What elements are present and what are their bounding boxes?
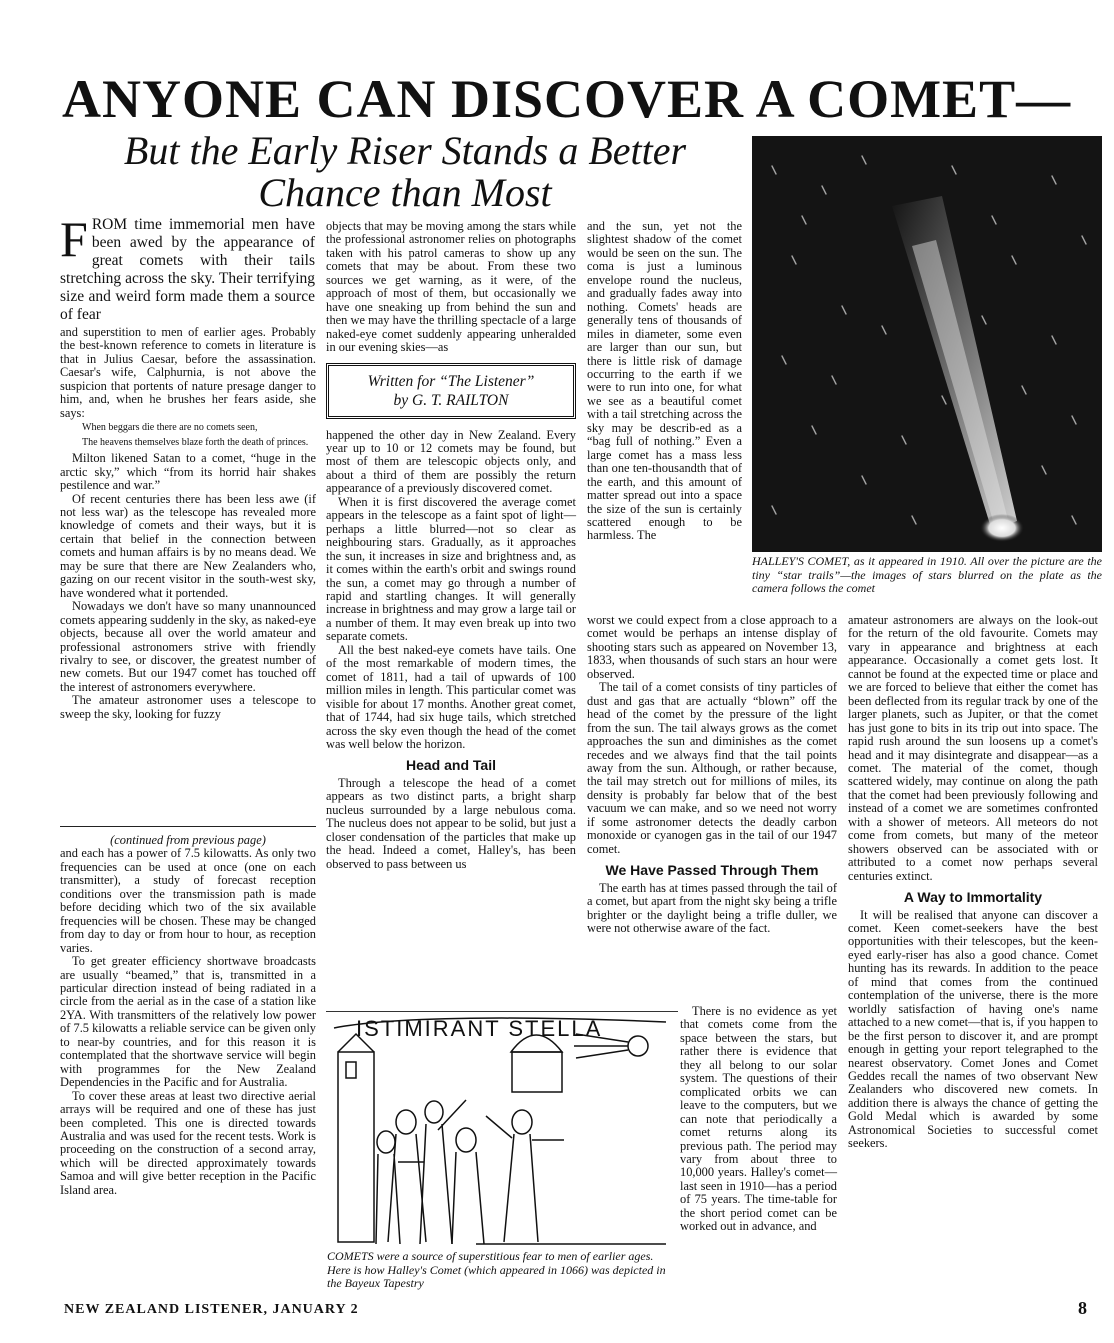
- tapestry-inscription: ISTIMIRANT STELLA: [356, 1016, 603, 1041]
- byline-box: [326, 363, 576, 419]
- quote-verse-2: The heavens themselves blaze forth the death of princes.: [82, 437, 309, 449]
- tapestry-drawing: [326, 1012, 678, 1249]
- halleys-comet-photo: [752, 136, 1102, 552]
- column-3-top: [587, 220, 742, 543]
- subhead-line-2: Chance than Most: [258, 170, 552, 215]
- column-3-lower: [680, 1005, 837, 1234]
- intro-paragraph: [60, 211, 315, 324]
- drop-cap: F: [60, 211, 88, 267]
- photo-caption: HALLEY'S COMET, as it appeared in 1910. All over the picture are the tiny “star trails”—the images of stars blurred on the plate as the camera follows the comet: [752, 554, 1102, 595]
- column-divider-rule: [60, 826, 316, 827]
- col3-para-3: The tail of a comet consists of tiny particles of dust and gas that are actually “blown” off the head of the comet by the pressure of the light from the sun. The tail always grows as the comet approaches the sun and diminishes as the comet recedes and we always find that the tail points away from the sun. Although, or rather because, the tail may stretch out for millions of miles, its density is probably far below that of the best vacuum we can make, and so we need not worry if some astronomer detects the deadly carbon monoxide or cyanogen gas in the tail of our 1947 comet.: [587, 680, 837, 856]
- byline-credit: Written for “The Listener”: [367, 372, 535, 390]
- quote-verse-1: When beggars die there are no comets seen,: [82, 422, 258, 434]
- col2-para-4: All the best naked-eye comets have tails. One of the most remarkable of modern times, the comet of 1811, had a tail of upwards of 100 million miles in length. This particular comet was visible for about 17 months. Another great comet, that of 1744, had six huge tails, which stretched across the sky even though the head of the comet was well below the horizon.: [326, 642, 576, 751]
- column-3: [587, 614, 837, 935]
- continued-label: (continued from previous page): [110, 833, 266, 847]
- continued-para-3: To cover these areas at least two directive aerial arrays will be required and one of these has just been completed. This one is directed towards Australia and was used for the recent tests. Work is proceeding on the construction of a second array, which will be directed approximately towards Samoa and will give better reception in the Pacific Island area.: [60, 1088, 316, 1197]
- heading-head-and-tail: Head and Tail: [406, 757, 496, 774]
- col3-para-4: The earth has at times passed through the tail of a comet, but apart from the night sky being a trifle brighter or the daylight being a trifle duller, we were not otherwise aware of the fact.: [587, 880, 837, 935]
- bayeux-tapestry-illustration: [326, 1011, 678, 1249]
- comet-image: [752, 136, 1102, 552]
- continued-para-1: and each has a power of 7.5 kilowatts. As only two frequencies can be used at once (one on each transmitter), a study of forecast reception conditions over the transmission path is made before deciding which two of the six available frequencies will be chosen. These may be changed from day to day or from hour to hour, as reception varies.: [60, 846, 316, 955]
- heading-way-to-immortality: A Way to Immortality: [903, 889, 1043, 906]
- col3-para-5: There is no evidence as yet that comets come from the space between the stars, but rather there is evidence that they all belong to our solar system. The questions of their complicated orbits we can leave to the computers, but we can note that periodically a comet returns along its previous path. The period may vary from about three to 10,000 years. Halley's comet—last seen in 1910—has a period of 75 years. The time-table for the short period comet can be worked out in advance, and: [680, 1004, 837, 1234]
- col3-para-1: and the sun, yet not the slightest shadow of the comet would be seen on the sun. The coma is just a luminous envelope round the nucleus, and gradually fades away into nothing. Comets' heads are generally tens of thousands of miles in diameter, some even are larger than our sun, but there is little risk of damage occurring to the earth if we were to run into one, for what we see as a beautiful comet with a tail stretching across the sky may be describ-ed as a “bag full of nothing.” Even a large comet has a mass less than one ten-thousandth that of the earth, and this amount of matter spread out into a space the size of the sun is certainly scattered enough to be harmless. The: [587, 219, 742, 543]
- continued-para-2: To get greater efficiency shortwave broadcasts are usually “beamed,” that is, transmitted in a particular direction instead of being radiated in a circle from the aerial as in the case of a station like 2YA. With transmitters of the relatively low power of 7.5 kilowatts a reliable service can be given only to near-by countries, and for this reason it is contemplated that the shortwave service will begin with programmes for the New Zealand Dependencies in the Pacific and for Australia.: [60, 954, 316, 1090]
- column-4: [848, 614, 1098, 1151]
- col1-para-2: Milton likened Satan to a comet, “huge in the arctic sky,” which “from its horrid hair shakes pestilence and war.”: [60, 451, 316, 493]
- subhead-line-1: But the Early Riser Stands a Better: [123, 128, 687, 173]
- footer-publication-line: NEW ZEALAND LISTENER, JANUARY 2: [64, 1302, 359, 1317]
- col4-para-2: It will be realised that anyone can discover a comet. Keen comet-seekers have the best opportunities with their telescopes, but the keen-eyed early-riser has also a good chance. Comet hunting has its rewards. In addition to the peace of mind that comes from the continued contemplation of the universe, there is the more worldly satisfaction of having one's name attached to a new comet—that is, if you happen to be the first person to discover it, and are prompt enough in getting your report telegraphed to the nearest observatory. Comet Jones and Comet Geddes recall the names of two observant New Zealanders who discovered new comets. In addition there is always the chance of getting the Gold Medal which is awarded by some Astronomical Societies to successful comet seekers.: [848, 907, 1098, 1151]
- intro-text: ROM time immemorial men have been awed by the appearance of great comets with their tails stretching across the sky. Their terrifying size and weird form made them a source of fear: [60, 216, 315, 323]
- col2-para-5: Through a telescope the head of a comet appears as two distinct parts, a bright sharp nucleus surrounded by a large nebulous coma. The nucleus does not appear to be solid, but just a closer condensation of the particles that make up the head. Indeed a comet, Halley's, has been observed to pass between us: [326, 775, 576, 871]
- column-2: [326, 220, 576, 871]
- col1-para-5: The amateur astronomer uses a telescope to sweep the sky, looking for fuzzy: [60, 693, 316, 721]
- col4-para-1: amateur astronomers are always on the look-out for the return of the old favourite. Comets may vary in appearance and brightness at each appearance. Occasionally a comet gets lost. It cannot be found at the expected time or place and we are forced to believe that either the comet has been deflected from its regular track by one of the larger planets, such as Jupiter, or that the comet has just gone to bits in its trip out into space. The rapid rush around the sun loosens up a comet's head and it may disintegrate and disappear—as a comet. The material of the comet, though scattered widely, may continue on along the path that the comet had been previously following and instead of a comet we are sometimes confronted with a shower of meteors. All meteors do not come from comets, but many of the meteor showers observed can be associated with or attributed to a comet now perhaps several centuries extinct.: [848, 613, 1098, 883]
- illustration-caption: COMETS were a source of superstitious fear to men of earlier ages. Here is how Halley's Comet (which appeared in 1066) was depicted in the Bayeux Tapestry: [327, 1249, 666, 1290]
- heading-passed-through: We Have Passed Through Them: [605, 862, 819, 879]
- col1-para-1: and superstition to men of earlier ages. Probably the best-known reference to comets in literature is that in Julius Caesar, before the assassination. Caesar's wife, Calphurnia, is not above the suspicion that portents of nature presage danger to him, and, when he brushes her fears aside, she says:: [60, 325, 316, 420]
- col1-para-3: Of recent centuries there has been less awe (if not less war) as the telescope has revealed more knowledge of comets and their ways, but it is certain that belief in the connection between comets and human affairs is by no means dead. We may be sure that there are New Zealanders who, gazing on our recent visitor in the south-west sky, have wondered what it portended.: [60, 491, 316, 600]
- headline: ANYONE CAN DISCOVER A COMET—: [62, 69, 1072, 129]
- column-1: [60, 326, 316, 721]
- col2-para-1: objects that may be moving among the stars while the professional astronomer relies on photographs taken with his patrol cameras to show up any comets that may be about. From these two sources we get warning, as it were, of the approach of most of them, but occasionally we have one sneaking up from behind the sun and then we may have the thrilling spectacle of a large naked-eye comet suddenly appearing unheralded in our evening skies—as: [326, 219, 576, 355]
- col1-para-4: Nowadays we don't have so many unannounced comets appearing suddenly in the sky, as naked-eye objects, because all over the world amateur and professional astronomers strive with friendly rivalry to see, or discover, the greatest number of new comets. But our 1947 comet has touched off the interest of astronomers everywhere.: [60, 599, 316, 694]
- byline-author: by G. T. RAILTON: [393, 391, 509, 409]
- col3-para-2: worst we could expect from a close approach to a comet would be perhaps an intense display of shooting stars such as appeared on November 13, 1833, when thousands of such stars an hour were observed.: [587, 613, 837, 681]
- col2-para-2: happened the other day in New Zealand. Every year up to 10 or 12 comets may be found, but most of them are telescopic objects only, and about a third of them are possibly the return appearance of a previously discovered comet.: [326, 427, 576, 496]
- col2-para-3: When it is first discovered the average comet appears in the telescope as a faint spot of light—perhaps a little blurred—not so clear as neighbouring stars. Gradually, as it approaches the sun, it increases in size and brightness and, as it comes within the earth's orbit and swings round the sun, a comet may go through a number of rapid and startling changes. It will generally increase in brightness and may grow a large tail or a number of them. It may even break up into two separate comets.: [326, 494, 576, 644]
- continued-section: [60, 834, 316, 1197]
- page-number: 8: [1078, 1298, 1087, 1318]
